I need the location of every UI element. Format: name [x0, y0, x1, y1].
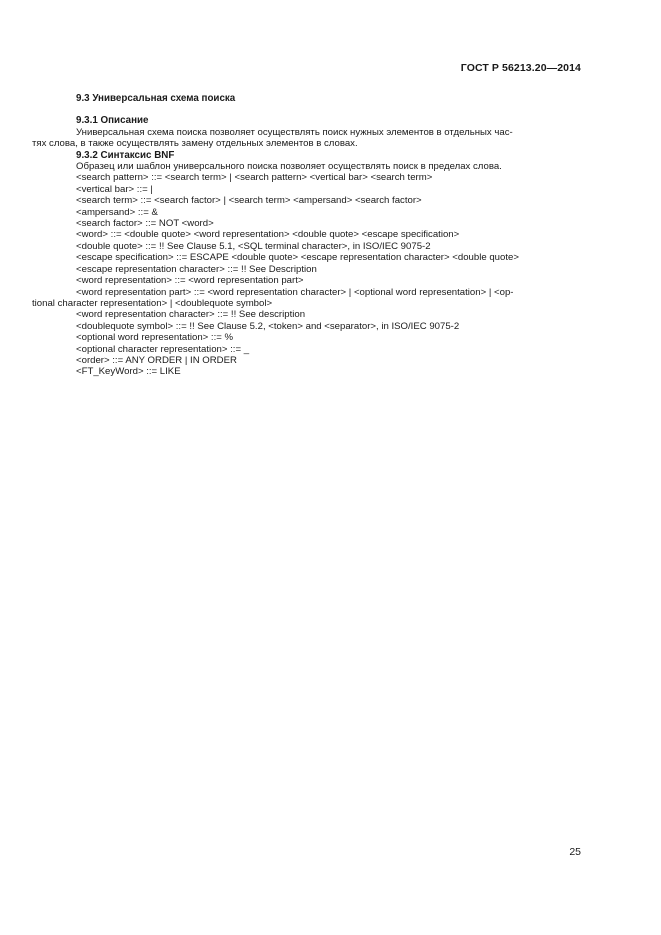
page-number: 25: [569, 846, 581, 858]
syntax-intro: Образец или шаблон универсального поиска позволяет осуществлять поиск в пределах слова.: [76, 161, 502, 173]
description-paragraph-line2: тях слова, в также осуществлять замену отдельных элементов в словах.: [32, 138, 358, 150]
bnf-rule-wrapped-line1: <word representation part> ::= <word representation character> | <optional word representation> | <op-: [76, 286, 514, 298]
bnf-rule: <vertical bar> ::= |: [76, 183, 153, 195]
bnf-rule: <search term> ::= <search factor> | <search term> <ampersand> <search factor>: [76, 195, 422, 207]
bnf-rule: <order> ::= ANY ORDER | IN ORDER: [76, 354, 237, 366]
bnf-rule: <doublequote symbol> ::= !! See Clause 5.2, <token> and <separator>, in ISO/IEC 9075-2: [76, 320, 460, 332]
document-body: [32, 93, 582, 378]
bnf-rule: <word> ::= <double quote> <word representation> <double quote> <escape specification>: [76, 229, 460, 241]
subsection-title-syntax: 9.3.2 Синтаксис BNF: [76, 149, 175, 161]
bnf-rule: <search pattern> ::= <search term> | <search pattern> <vertical bar> <search term>: [76, 172, 433, 184]
subsection-title-description: 9.3.1 Описание: [76, 115, 149, 127]
bnf-rule: <optional character representation> ::= _: [76, 343, 250, 355]
bnf-rule: <word representation character> ::= !! See description: [76, 309, 306, 321]
section-title: 9.3 Универсальная схема поиска: [76, 93, 236, 104]
bnf-rule: <ampersand> ::= &: [76, 206, 158, 218]
bnf-rule-wrapped-line2: tional character representation> | <doublequote symbol>: [32, 297, 273, 309]
bnf-rule: <FT_KeyWord> ::= LIKE: [76, 366, 181, 378]
bnf-rule: <double quote> ::= !! See Clause 5.1, <SQL terminal character>, in ISO/IEC 9075-2: [76, 240, 431, 252]
bnf-rule: <word representation> ::= <word representation part>: [76, 275, 304, 287]
description-paragraph-line1: Универсальная схема поиска позволяет осуществлять поиск нужных элементов в отдельных час-: [76, 126, 513, 138]
bnf-rule: <escape representation character> ::= !! See Description: [76, 263, 317, 275]
document-id-header: ГОСТ Р 56213.20—2014: [460, 62, 581, 74]
bnf-rule: <optional word representation> ::= %: [76, 332, 234, 344]
bnf-rule: <escape specification> ::= ESCAPE <double quote> <escape representation character> <double quote>: [76, 252, 519, 264]
bnf-rule: <search factor> ::= NOT <word>: [76, 218, 214, 230]
